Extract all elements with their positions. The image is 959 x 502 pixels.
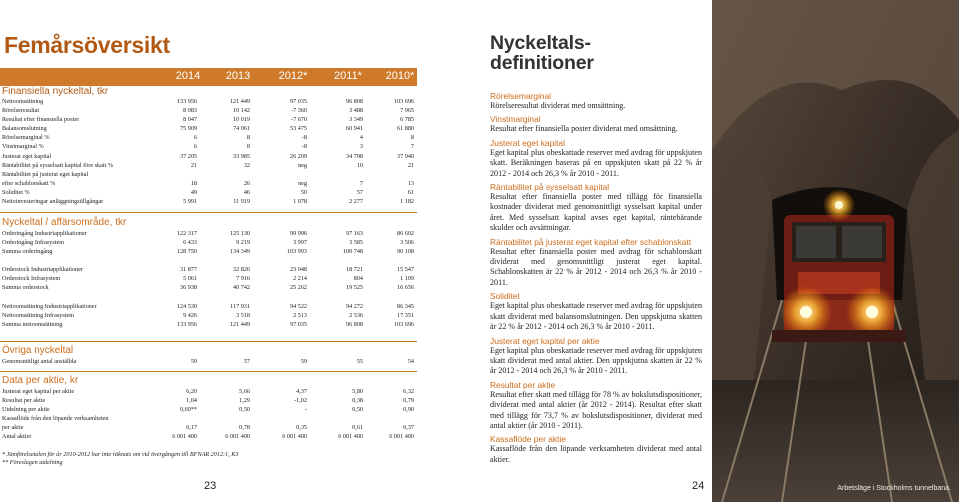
cell-value	[250, 293, 307, 302]
cell-value: 32 826	[232, 266, 250, 274]
table-other	[2, 357, 414, 366]
cell-value: 134 349	[229, 248, 250, 256]
table-row	[2, 197, 414, 206]
cell-value: 2 513	[293, 311, 307, 319]
row-label: Genomsnittligt antal anställda	[2, 358, 77, 365]
table-row	[2, 188, 414, 197]
cell-value: 50	[300, 188, 307, 196]
cell-value: 9 426	[183, 311, 197, 319]
cell-value: 5,66	[239, 388, 250, 395]
row-label: Antal aktier	[2, 433, 32, 441]
cell-value: 6 001 400	[338, 433, 363, 441]
row-label: Utdelning per aktie	[2, 406, 50, 414]
cell-value: 11 919	[233, 198, 250, 206]
cell-value: 97 035	[289, 98, 307, 105]
cell-value: 0,50	[239, 406, 250, 414]
divider	[0, 341, 417, 342]
cell-value: 0,17	[186, 424, 197, 432]
cell-value: 121 449	[229, 320, 250, 328]
cell-value: 6	[193, 134, 197, 142]
cell-value: 1 109	[400, 275, 414, 283]
row-label: Soliditet %	[2, 188, 30, 196]
cell-value: 117 931	[230, 302, 250, 310]
cell-value: 21	[407, 161, 414, 169]
definitions-title: Nyckeltals- definitioner	[490, 32, 594, 74]
section-heading-business-area: Nyckeltal / affärsområde, tkr	[2, 217, 127, 228]
cell-value: 2 536	[349, 311, 363, 319]
cell-value: 6,20	[186, 388, 197, 395]
cell-value: 103 696	[393, 98, 414, 105]
cell-value: 3 506	[400, 239, 414, 247]
cell-value: 26	[243, 179, 250, 187]
cell-value: 49	[190, 188, 197, 196]
cell-value: 7 965	[400, 107, 414, 115]
cell-value: 122 317	[176, 230, 197, 237]
cell-value: -8	[301, 143, 307, 151]
cell-value	[307, 256, 363, 265]
cell-value: 99 996	[289, 230, 307, 237]
cell-value: 60 941	[345, 125, 363, 133]
table-row	[2, 170, 414, 179]
cell-value: 94 272	[345, 302, 363, 310]
cell-value: 32	[243, 161, 250, 169]
cell-value: 15 547	[396, 266, 414, 274]
cell-value: 53 475	[289, 125, 307, 133]
year-2011: 2011*	[334, 70, 362, 82]
cell-value: 6 001 400	[282, 433, 307, 441]
cell-value: 18	[190, 179, 197, 187]
cell-value: 37 205	[179, 152, 197, 160]
row-label: Rörelsemarginal %	[2, 134, 50, 142]
cell-value: 6 001 400	[389, 433, 414, 441]
row-label: Kassaflöde från den löpande verksamheten	[2, 415, 109, 423]
cell-value: 133 956	[176, 320, 197, 328]
cell-value	[307, 293, 363, 302]
cell-value	[197, 170, 250, 179]
cell-value: 10 019	[232, 116, 250, 124]
row-label: Summa orderstock	[2, 284, 49, 292]
cell-value: 17 351	[396, 311, 414, 319]
table-row	[2, 357, 414, 366]
table-row	[2, 106, 414, 115]
table-row	[2, 293, 414, 302]
cell-value	[197, 293, 250, 302]
definition-body: Eget kapital plus obeskattade reserver med avdrag för uppskjuten skatt dividerat med antal aktier. Den uppskjutna skatten är 22 % år 2012 - 2014 och 26,3 % år 2010 - 2011.	[490, 345, 702, 376]
row-label	[2, 256, 152, 265]
row-label: Resultat efter finansiella poster	[2, 116, 80, 124]
table-row	[2, 405, 414, 414]
row-label: Summa orderingång	[2, 248, 53, 256]
cell-value: 0,78	[239, 424, 250, 432]
definition-heading: Räntabilitet på justerat eget kapital efter schablonskatt	[490, 236, 692, 247]
cell-value: 4	[359, 134, 363, 142]
table-row	[2, 238, 414, 247]
cell-value	[152, 293, 197, 302]
cell-value: 13	[407, 179, 414, 187]
page-number-right: 24	[692, 480, 705, 492]
row-label: Nettoomsättning	[2, 98, 44, 105]
cell-value: 40 742	[232, 284, 250, 292]
table-row	[2, 423, 414, 432]
definition-body: Resultat efter finansiella poster med avdrag för schablonskatt dividerat med genomsnittligt justerat eget kapital. Schablonskatten är 22 % år 2012 - 2014 och 26,3 % år 2010 - 2011.	[490, 246, 702, 287]
cell-value: 36 938	[179, 284, 197, 292]
row-label: Nettoinvesteringar anläggningstillgångar	[2, 198, 104, 206]
definition-heading: Resultat per aktie	[490, 379, 556, 390]
definition-heading: Justerat eget kapital per aktie	[490, 335, 600, 346]
row-label: Nettoomsättning Infrasystem	[2, 311, 75, 319]
cell-value: 8 083	[183, 107, 197, 115]
cell-value: 100 748	[342, 248, 363, 256]
cell-value: 0,90	[403, 406, 414, 414]
cell-value: 124 530	[176, 302, 197, 310]
row-label: Justerat eget kapital	[2, 152, 52, 160]
table-row	[2, 161, 414, 170]
cell-value: 6 785	[400, 116, 414, 124]
cell-value: 31 877	[179, 266, 197, 274]
table-row	[2, 179, 414, 188]
footnote-2: ** Föreslagen utdelning	[2, 459, 63, 466]
table-row	[2, 387, 414, 396]
cell-value: neg	[298, 179, 307, 187]
cell-value: 23 048	[289, 266, 307, 274]
cell-value: 3 997	[293, 239, 307, 247]
cell-value	[250, 170, 307, 179]
cell-value: 5 991	[183, 198, 197, 206]
year-header-bar	[0, 68, 417, 86]
cell-value: neg	[298, 161, 307, 169]
tunnel-photo	[712, 0, 959, 502]
table-row	[2, 247, 414, 256]
row-label: Resultat per aktie	[2, 397, 46, 405]
cell-value: 96 808	[345, 320, 363, 328]
row-label: Justerat eget kapital per aktie	[2, 388, 75, 395]
table-row	[2, 97, 414, 106]
cell-value: 25 262	[289, 284, 307, 292]
table-row	[2, 124, 414, 133]
cell-value: 8	[410, 134, 414, 142]
divider	[0, 371, 417, 372]
table-row	[2, 152, 414, 161]
cell-value: 46	[243, 188, 250, 196]
row-label: Rörelseresultat	[2, 107, 40, 115]
definitions-list	[490, 88, 702, 465]
cell-value	[363, 170, 414, 179]
cell-value: 6 001 400	[172, 433, 197, 441]
cell-value: 1,29	[239, 397, 250, 405]
cell-value: 97 035	[289, 320, 307, 328]
table-row	[2, 283, 414, 292]
cell-value	[250, 256, 307, 265]
table-row	[2, 432, 414, 441]
cell-value: 4,37	[296, 388, 307, 395]
cell-value: 125 130	[229, 230, 250, 237]
cell-value	[363, 256, 414, 265]
row-label: Summa nettoomsättning	[2, 320, 63, 328]
table-row	[2, 229, 414, 238]
definition-heading: Justerat eget kapital	[490, 137, 565, 148]
year-2012: 2012*	[278, 70, 308, 82]
cell-value: 1 078	[293, 198, 307, 206]
page-title: Femårsöversikt	[4, 32, 170, 58]
cell-value: 3 488	[349, 107, 363, 115]
cell-value: 8	[246, 143, 250, 151]
cell-value: 0,60**	[179, 406, 197, 414]
cell-value: -7 360	[291, 107, 307, 115]
cell-value: 8	[246, 134, 250, 142]
table-row	[2, 142, 414, 151]
definitions-column	[490, 0, 705, 502]
table-row	[2, 115, 414, 124]
row-label: Orderingång Infrasystem	[2, 239, 65, 247]
cell-value	[197, 414, 250, 423]
definition-heading: Rörelsemarginal	[490, 91, 551, 101]
cell-value: 61	[407, 188, 414, 196]
cell-value: 26 209	[289, 152, 307, 160]
cell-value: 133 956	[176, 98, 197, 105]
table-row	[2, 396, 414, 405]
definition-body: Eget kapital plus obeskattade reserver med avdrag för uppskjuten skatt dividerat med balansomslutningen. Den uppskjutna skatten är 22 % år 2012 - 2014 och 26,3 % år 2010 - 2011.	[490, 301, 702, 332]
row-label: Räntabilitet på justerat eget kapital	[2, 170, 89, 178]
cell-value: 2 277	[349, 198, 363, 206]
cell-value: -	[304, 406, 307, 414]
table-financial	[2, 97, 414, 206]
cell-value	[363, 414, 414, 423]
cell-value: 57	[356, 188, 363, 196]
cell-value	[197, 256, 250, 265]
cell-value	[307, 414, 363, 423]
definition-body: Resultat efter finansiella poster dividerat med omsättning.	[490, 124, 678, 134]
cell-value: 7	[359, 179, 363, 187]
table-row	[2, 302, 414, 311]
cell-value: 10 142	[232, 107, 250, 115]
divider	[0, 212, 417, 213]
cell-value	[152, 170, 197, 179]
cell-value: 8 047	[183, 116, 197, 124]
cell-value: 0,61	[352, 424, 363, 432]
cell-value: 57	[243, 358, 250, 365]
cell-value: -7 670	[291, 116, 307, 124]
definition-heading: Vinstmarginal	[490, 114, 541, 125]
definition-body: Rörelseresultat dividerat med omsättning.	[490, 101, 626, 110]
cell-value: 10	[356, 161, 363, 169]
row-label: Orderstock Infrasystem	[2, 275, 61, 283]
cell-value: 86 602	[396, 230, 414, 237]
table-business-area	[2, 229, 414, 329]
cell-value: 5 061	[183, 275, 197, 283]
table-row	[2, 274, 414, 283]
tunnel-photo-svg	[712, 0, 959, 502]
cell-value	[307, 170, 363, 179]
cell-value: 3 518	[236, 311, 250, 319]
cell-value: 59	[190, 358, 197, 365]
photo-caption: Arbetsläge i Stockholms tunnelbana.	[837, 485, 951, 492]
row-label: Orderstock Industriapplikationer	[2, 266, 83, 274]
section-heading-financial: Finansiella nyckeltal, tkr	[2, 86, 109, 97]
row-label: Räntabilitet på sysselsatt kapital före skatt %	[2, 161, 114, 169]
cell-value: -8	[301, 134, 307, 142]
row-label: per aktie	[2, 424, 24, 432]
row-label: Orderingång Industriapplikationer	[2, 230, 87, 237]
cell-value: 0,50	[352, 406, 363, 414]
cell-value: 3 349	[349, 116, 363, 124]
cell-value	[152, 414, 197, 423]
cell-value: 2 214	[293, 275, 307, 283]
cell-value: 6,32	[403, 388, 414, 395]
cell-value: 6 001 400	[225, 433, 250, 441]
cell-value: 5,80	[352, 388, 363, 395]
section-heading-other: Övriga nyckeltal	[2, 345, 74, 356]
table-row	[2, 265, 414, 274]
cell-value: 21	[190, 161, 197, 169]
definition-heading: Räntabilitet på sysselsatt kapital	[490, 182, 610, 193]
definition-body: Resultat efter finansiella poster med tillägg för finansiella kostnader dividerat med genomsnittligt sysselsatt kapital under året. Med sysselsatt kapital avses eget kapital, räntebärande skulder och avsättningar.	[490, 192, 702, 233]
section-heading-per-share: Data per aktie, kr	[2, 375, 79, 386]
cell-value: 1,04	[186, 397, 197, 405]
cell-value: 3	[359, 143, 363, 151]
cell-value: 37 940	[396, 152, 414, 160]
footnote-1: * Jämförelsetalen för år 2010-2012 har inte räknats om vid övergången till BFNAR 2012:1, K3	[2, 451, 239, 458]
row-label	[2, 293, 152, 302]
definition-body: Eget kapital plus obeskattade reserver med avdrag för uppskjuten skatt. Beräkningen baseras på en uppskjuten skatt på 22 % år 2012 - 2014 och 26,3 % år 2010 - 2011.	[490, 147, 702, 178]
table-row	[2, 311, 414, 320]
year-2010: 2010*	[385, 70, 415, 82]
cell-value: 3 585	[349, 239, 363, 247]
page-number-left: 23	[204, 480, 217, 492]
year-2013: 2013	[225, 70, 251, 82]
cell-value	[363, 293, 414, 302]
cell-value: 96 808	[345, 98, 363, 105]
cell-value: 0,38	[352, 397, 363, 405]
table-row	[2, 414, 414, 423]
cell-value: 804	[353, 275, 363, 283]
cell-value: 74 061	[232, 125, 250, 133]
row-label: Vinstmarginal %	[2, 143, 44, 151]
cell-value: 55	[356, 358, 363, 365]
cell-value: 97 163	[345, 230, 363, 237]
cell-value: 19 525	[345, 284, 363, 292]
cell-value: 6	[193, 143, 197, 151]
cell-value: 0,79	[403, 397, 414, 405]
cell-value: 94 522	[289, 302, 307, 310]
cell-value: 7 916	[236, 275, 250, 283]
cell-value: 121 449	[229, 98, 250, 105]
cell-value: 33 985	[232, 152, 250, 160]
cell-value: 7	[410, 143, 414, 151]
cell-value: 9 219	[236, 239, 250, 247]
definition-body: Kassaflöde från den löpande verksamheten dividerat med antal aktier.	[490, 444, 702, 464]
cell-value: 18 721	[345, 266, 363, 274]
cell-value: 75 909	[179, 125, 197, 133]
year-2014: 2014	[175, 70, 201, 82]
definition-heading: Soliditet	[490, 291, 520, 302]
table-row	[2, 256, 414, 265]
cell-value: 59	[300, 358, 307, 365]
cell-value: -1,02	[294, 397, 307, 405]
cell-value	[152, 256, 197, 265]
cell-value: 103 696	[393, 320, 414, 328]
table-row	[2, 133, 414, 142]
definition-heading: Kassaflöde per aktie	[490, 434, 566, 445]
table-per-share	[2, 387, 414, 442]
cell-value: 103 993	[286, 248, 307, 256]
definition-body: Resultat efter skatt med tillägg för 78 % av bokslutsdispositioner, dividerat med antal aktier (år 2012 - 2014). Resultat efter skatt med tillägg för 73,7 % av bokslutsdispositioner, dividerat med antal aktier (år 2010 - 2011).	[490, 389, 702, 430]
row-label: efter schablonskatt %	[2, 179, 56, 187]
cell-value: 61 880	[396, 125, 414, 133]
cell-value: 0,35	[296, 424, 307, 432]
footnotes	[2, 451, 239, 467]
row-label: Balansomslutning	[2, 125, 47, 133]
row-label: Nettoomsättning Industriapplikationer	[2, 302, 97, 310]
cell-value: 16 656	[396, 284, 414, 292]
cell-value: 0,37	[403, 424, 414, 432]
cell-value: 54	[407, 358, 414, 365]
cell-value: 1 182	[400, 198, 414, 206]
cell-value	[250, 414, 307, 423]
cell-value: 90 108	[396, 248, 414, 256]
cell-value: 128 750	[176, 248, 197, 256]
cell-value: 34 798	[345, 152, 363, 160]
table-row	[2, 320, 414, 329]
cell-value: 86 345	[396, 302, 414, 310]
cell-value: 6 433	[183, 239, 197, 247]
